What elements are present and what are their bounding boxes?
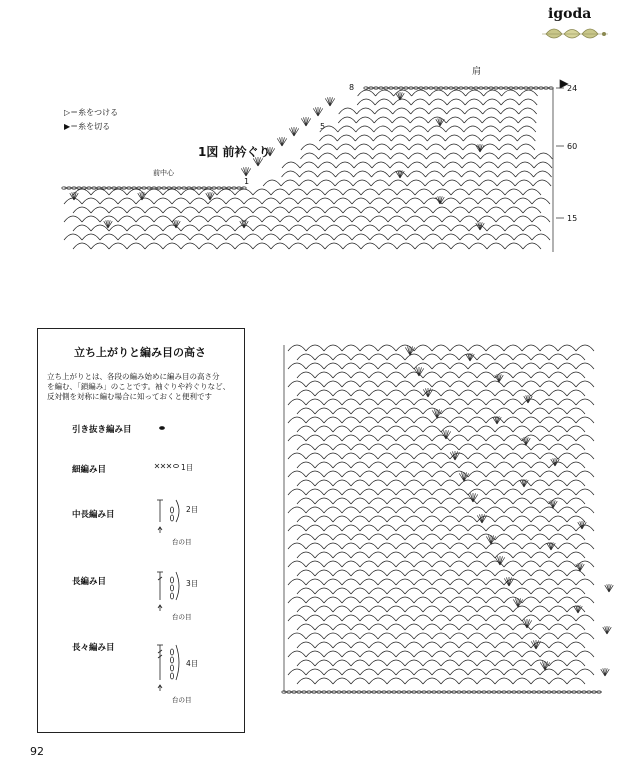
panel-title: 立ち上がりと編み目の高さ xyxy=(74,346,206,359)
base-stitch-label: 台の目 xyxy=(172,538,192,546)
description-line: 反対側を対称に編む場合に知っておくと便利です xyxy=(47,392,212,401)
row-marker-1: 1 xyxy=(244,177,250,186)
height-label: 1目 xyxy=(181,463,194,472)
base-stitch-label: 台の目 xyxy=(172,613,192,621)
neckline-crochet-chart xyxy=(62,80,568,252)
height-label: 3目 xyxy=(186,579,199,588)
stitch-half-double: 中長編み目 xyxy=(72,510,115,520)
stitch-single: 細編み目 xyxy=(72,465,107,475)
description-line: を編む、「鎖編み」のことです。袖ぐりや衿ぐりなど、 xyxy=(47,382,231,391)
stitch-treble: 長々編み目 xyxy=(72,643,115,653)
stitch-double: 長編み目 xyxy=(72,577,107,587)
page-number: 92 xyxy=(30,745,44,758)
stitch-slip: 引き抜き編み目 xyxy=(72,425,132,435)
row-marker-5: 5 xyxy=(320,122,326,131)
base-stitch-label: 台の目 xyxy=(172,696,192,704)
side-number-60: 60 xyxy=(567,142,578,151)
legend-cut-yarn: ▶＝糸を切る xyxy=(64,122,111,131)
row-marker-8: 8 xyxy=(349,83,355,92)
pattern-crochet-chart xyxy=(282,345,620,693)
panel-description xyxy=(47,372,237,402)
center-front-label: 前中心 xyxy=(153,169,174,177)
side-number-24: 24 xyxy=(567,84,578,93)
brand-name: igoda xyxy=(548,6,592,22)
shoulder-label: 肩 xyxy=(472,67,482,77)
legend-attach-yarn: ▷＝糸をつける xyxy=(64,108,119,117)
side-number-15: 15 xyxy=(567,214,578,223)
figure-title: 1図 前衿ぐり xyxy=(198,145,271,159)
height-label: 2目 xyxy=(186,505,199,514)
description-line: 立ち上がりとは、各段の編み始めに編み目の高さ分 xyxy=(47,372,220,381)
height-label: 4目 xyxy=(186,659,199,668)
